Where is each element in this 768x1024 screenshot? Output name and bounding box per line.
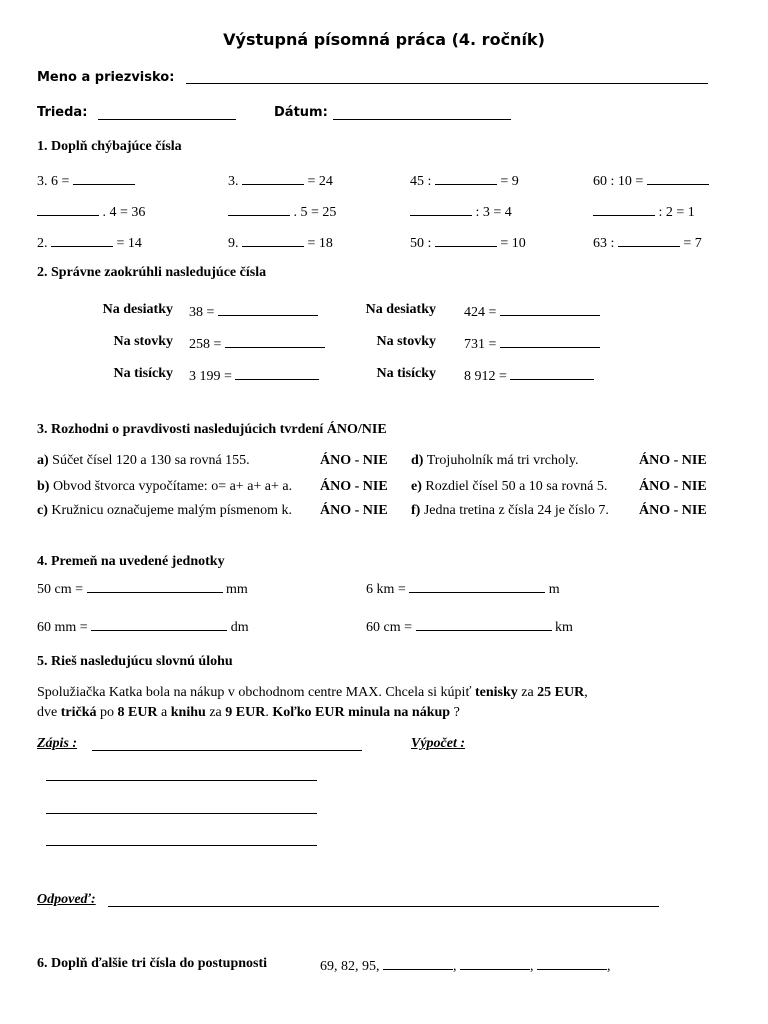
task1-item: . 4 = 36 [37,202,145,221]
answer-blank[interactable] [500,302,600,316]
yes-no-option[interactable]: ÁNO - NIE [639,479,707,494]
rounding-item: 38 = [189,302,318,321]
statement-item: e) Rozdiel čísel 50 a 10 sa rovná 5. [411,479,608,494]
answer-blank[interactable] [242,171,304,185]
answer-blank[interactable] [460,956,530,970]
task1-item: 60 : 10 = [593,171,709,190]
task1-heading: 1. Doplň chýbajúce čísla [37,139,182,154]
answer-blank[interactable] [51,233,113,247]
zapis-line[interactable] [92,750,362,751]
task2-heading: 2. Správne zaokrúhli nasledujúce čísla [37,265,267,280]
task1-item: 45 : = 9 [410,171,519,190]
rounding-item: 731 = [464,334,600,353]
answer-blank[interactable] [500,334,600,348]
yes-no-option[interactable]: ÁNO - NIE [320,503,388,518]
answer-blank[interactable] [435,233,497,247]
rounding-item: 8 912 = [464,366,594,385]
task1-item: 9. = 18 [228,233,333,252]
zapis-line[interactable] [46,813,317,814]
statement-item: f) Jedna tretina z čísla 24 je číslo 7. [411,503,609,518]
date-field[interactable] [333,119,511,120]
rounding-label: Na tisícky [376,366,436,381]
answer-line[interactable] [108,906,659,907]
answer-blank[interactable] [510,366,594,380]
answer-blank[interactable] [416,617,552,631]
class-label: Trieda: [37,105,88,120]
name-field[interactable] [186,83,708,84]
task1-item: : 3 = 4 [410,202,512,221]
answer-blank[interactable] [435,171,497,185]
zapis-label: Zápis : [37,736,78,751]
rounding-label: Na desiatky [365,302,436,317]
task1-item: . 5 = 25 [228,202,336,221]
rounding-label: Na stovky [113,334,173,349]
answer-blank[interactable] [73,171,135,185]
word-problem-line2: dve tričká po 8 EUR a knihu za 9 EUR. Koľko EUR minula na nákup ? [37,705,460,720]
rounding-label: Na desiatky [102,302,173,317]
yes-no-option[interactable]: ÁNO - NIE [639,503,707,518]
task3-heading: 3. Rozhodni o pravdivosti nasledujúcich tvrdení ÁNO/NIE [37,422,387,437]
answer-blank[interactable] [235,366,319,380]
answer-blank[interactable] [218,302,318,316]
answer-blank[interactable] [225,334,325,348]
task1-item: 3. 6 = [37,171,135,190]
task1-item: : 2 = 1 [593,202,695,221]
statement-item: a) Súčet čísel 120 a 130 sa rovná 155. [37,453,250,468]
answer-blank[interactable] [383,956,453,970]
sequence-item: 69, 82, 95, , , , [320,956,611,975]
conversion-item: 60 mm = dm [37,617,249,636]
rounding-item: 3 199 = [189,366,319,385]
rounding-label: Na stovky [376,334,436,349]
class-field[interactable] [98,119,236,120]
conversion-item: 60 cm = km [366,617,573,636]
answer-blank[interactable] [647,171,709,185]
answer-blank[interactable] [37,202,99,216]
answer-blank[interactable] [593,202,655,216]
yes-no-option[interactable]: ÁNO - NIE [639,453,707,468]
answer-blank[interactable] [91,617,227,631]
yes-no-option[interactable]: ÁNO - NIE [320,479,388,494]
vypocet-label: Výpočet : [411,736,466,751]
answer-blank[interactable] [228,202,290,216]
answer-blank[interactable] [537,956,607,970]
task1-item: 63 : = 7 [593,233,702,252]
page-title: Výstupná písomná práca (4. ročník) [223,30,545,49]
conversion-item: 50 cm = mm [37,579,248,598]
word-problem-line1: Spolužiačka Katka bola na nákup v obchodnom centre MAX. Chcela si kúpiť tenisky za 25 EUR, [37,685,588,700]
zapis-line[interactable] [46,845,317,846]
task1-item: 50 : = 10 [410,233,526,252]
answer-blank[interactable] [618,233,680,247]
task4-heading: 4. Premeň na uvedené jednotky [37,554,225,569]
rounding-label: Na tisícky [113,366,173,381]
task6-heading: 6. Doplň ďalšie tri čísla do postupnosti [37,956,268,971]
answer-blank[interactable] [409,579,545,593]
rounding-item: 258 = [189,334,325,353]
zapis-line[interactable] [46,780,317,781]
task5-heading: 5. Rieš nasledujúcu slovnú úlohu [37,654,233,669]
conversion-item: 6 km = m [366,579,560,598]
answer-blank[interactable] [87,579,223,593]
statement-item: b) Obvod štvorca vypočítame: o= a+ a+ a+ a. [37,479,293,494]
name-label: Meno a priezvisko: [37,70,175,85]
answer-blank[interactable] [410,202,472,216]
task1-item: 3. = 24 [228,171,333,190]
yes-no-option[interactable]: ÁNO - NIE [320,453,388,468]
odpoved-label: Odpoveď: [37,892,96,907]
statement-item: d) Trojuholník má tri vrcholy. [411,453,579,468]
task1-item: 2. = 14 [37,233,142,252]
rounding-item: 424 = [464,302,600,321]
answer-blank[interactable] [242,233,304,247]
date-label: Dátum: [274,105,328,120]
statement-item: c) Kružnicu označujeme malým písmenom k. [37,503,293,518]
